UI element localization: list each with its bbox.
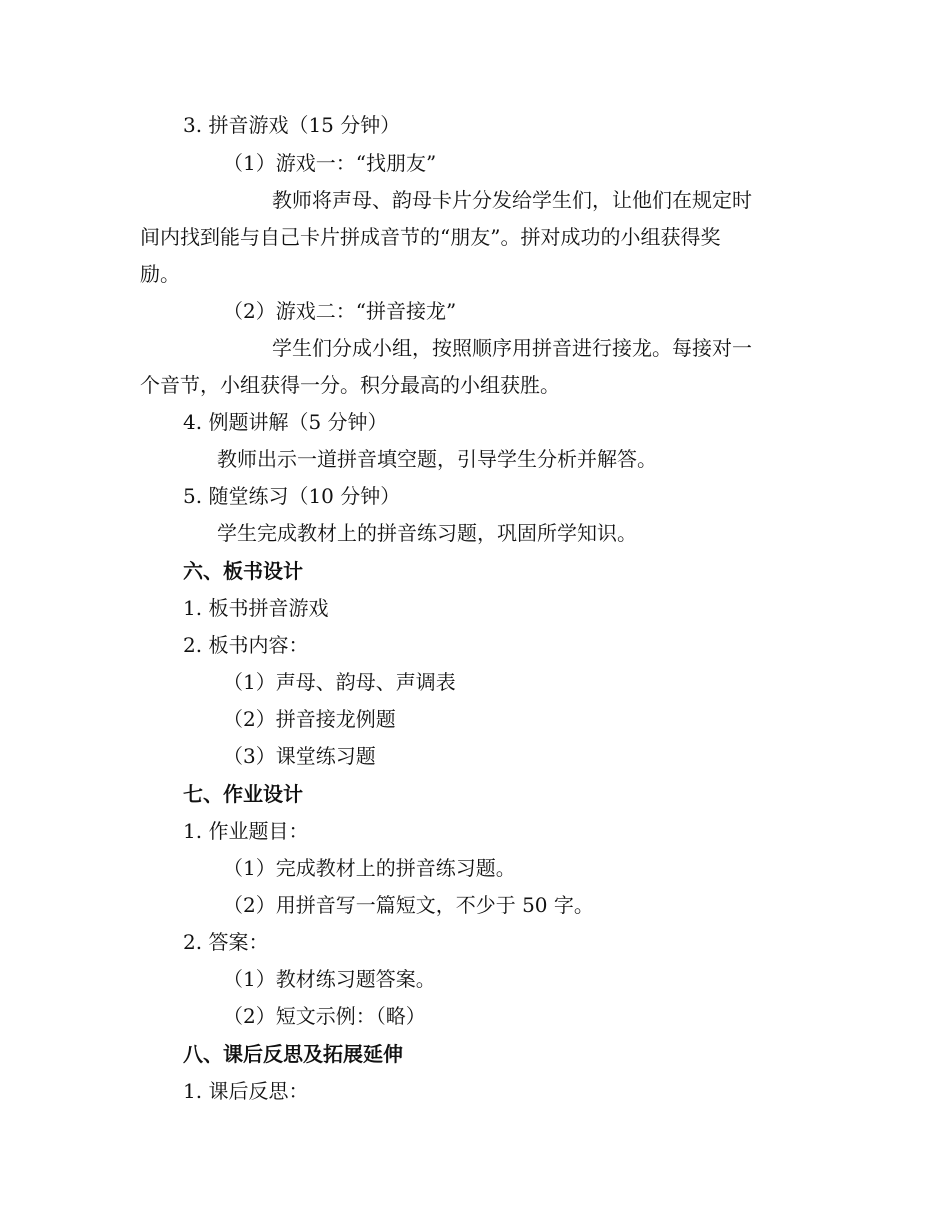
homework-subitem-1: （1）完成教材上的拼音练习题。	[223, 856, 516, 880]
section-6-heading: 六、板书设计	[183, 559, 303, 583]
answer-subitem-1: （1）教材练习题答案。	[223, 967, 436, 991]
game-1-paragraph-line-1: 教师将声母、韵母卡片分发给学生们，让他们在规定时	[272, 188, 752, 212]
homework-item-1: 1. 作业题目：	[183, 819, 309, 843]
section-7-heading: 七、作业设计	[183, 782, 303, 806]
board-subitem-2: （2）拼音接龙例题	[223, 707, 396, 731]
item-3-pinyin-games: 3. 拼音游戏（15 分钟）	[183, 113, 401, 137]
board-subitem-3: （3）课堂练习题	[223, 744, 376, 768]
game-2-paragraph-line-2: 个音节，小组获得一分。积分最高的小组获胜。	[140, 373, 560, 397]
item-5-class-practice: 5. 随堂练习（10 分钟）	[183, 484, 401, 508]
answer-subitem-2: （2）短文示例：（略）	[223, 1004, 426, 1028]
section-8-heading: 八、课后反思及拓展延伸	[183, 1042, 403, 1066]
game-1-paragraph-line-2: 间内找到能与自己卡片拼成音节的“朋友”。拼对成功的小组获得奖	[140, 225, 721, 249]
practice-paragraph: 学生完成教材上的拼音练习题，巩固所学知识。	[217, 521, 637, 545]
board-item-2: 2. 板书内容：	[183, 633, 309, 657]
game-1-title: （1）游戏一：“找朋友”	[223, 151, 437, 175]
reflection-item-1: 1. 课后反思：	[183, 1079, 309, 1103]
game-2-title: （2）游戏二：“拼音接龙”	[223, 299, 457, 323]
item-4-example-explanation: 4. 例题讲解（5 分钟）	[183, 410, 388, 434]
homework-subitem-2: （2）用拼音写一篇短文，不少于 50 字。	[223, 893, 594, 917]
answer-item-2: 2. 答案：	[183, 930, 269, 954]
board-subitem-1: （1）声母、韵母、声调表	[223, 670, 456, 694]
example-paragraph: 教师出示一道拼音填空题，引导学生分析并解答。	[217, 447, 657, 471]
board-item-1: 1. 板书拼音游戏	[183, 596, 329, 620]
game-1-paragraph-line-3: 励。	[140, 262, 180, 286]
game-2-paragraph-line-1: 学生们分成小组，按照顺序用拼音进行接龙。每接对一	[272, 336, 752, 360]
